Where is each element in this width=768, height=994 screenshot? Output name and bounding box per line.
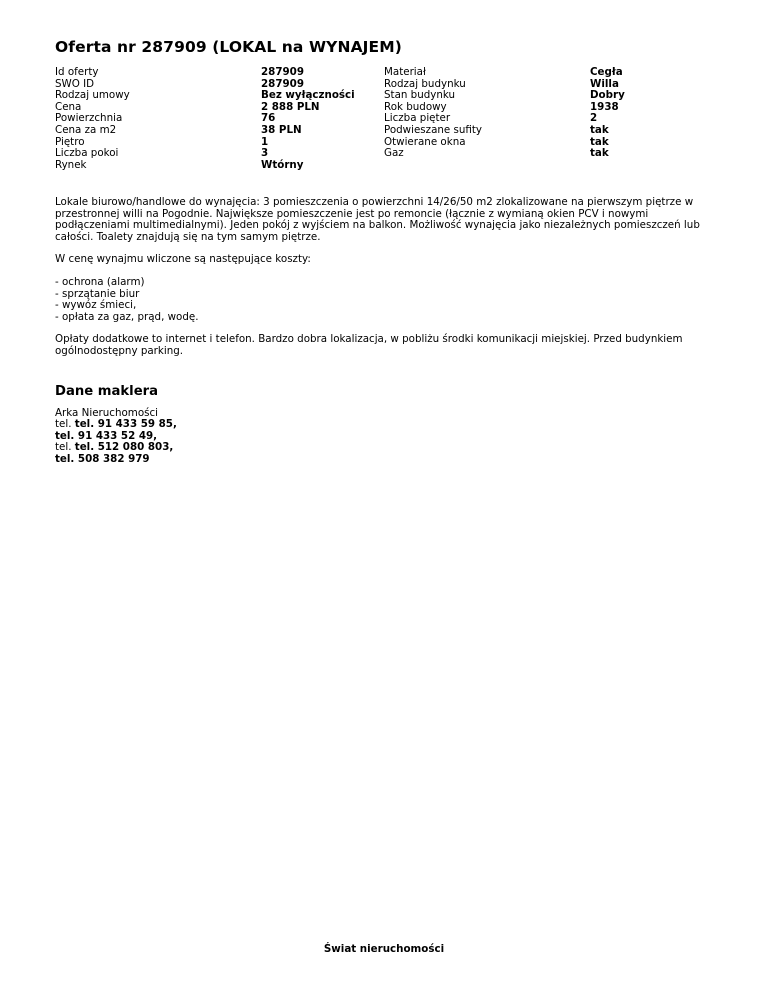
agent-phone-line <box>55 442 715 454</box>
specs-left-labels <box>55 67 130 171</box>
list-item: - sprzątanie biur <box>55 287 140 300</box>
description-line: ogólnodostępny parking. <box>55 344 184 357</box>
specs-table <box>55 67 715 175</box>
description-line: Opłaty dodatkowe to internet i telefon. Bardzo dobra lokalizacja, w pobliżu środki komunikacji miejskiej. Przed budynkiem <box>55 333 683 346</box>
spec-label: Materiał <box>384 66 426 78</box>
spec-label: Rok budowy <box>384 100 447 113</box>
extra-info-paragraph <box>55 334 715 357</box>
spec-value: tak <box>590 135 609 148</box>
spec-value: 2 <box>590 112 598 125</box>
spec-value: Cegła <box>590 66 623 78</box>
agent-phone-line <box>55 454 715 466</box>
page-title: Oferta nr 287909 (LOKAL na WYNAJEM) <box>55 38 402 56</box>
agent-details <box>55 408 715 466</box>
agent-name: Arka Nieruchomości <box>55 406 159 419</box>
specs-left-values <box>261 67 355 171</box>
phone-number[interactable]: tel. 512 080 803, <box>74 441 174 454</box>
costs-intro: W cenę wynajmu wliczone są następujące koszty: <box>55 253 311 266</box>
description-line: podłączeniami multimedialnymi). Jeden pokój z wyjściem na balkon. Możliwość wynajęcia jako niezależnych pomieszczeń lub <box>55 219 700 232</box>
spec-value: 1938 <box>590 100 619 113</box>
phone-number[interactable]: tel. 91 433 52 49, <box>55 429 158 442</box>
spec-label: Powierzchnia <box>55 112 123 125</box>
spec-label: Podwieszane sufity <box>384 123 483 136</box>
spec-value: 38 PLN <box>261 123 302 136</box>
list-item: - wywóz śmieci, <box>55 299 137 312</box>
spec-label: Otwierane okna <box>384 135 466 148</box>
specs-right-labels <box>384 67 482 160</box>
spec-value: 1 <box>261 135 269 148</box>
offer-page <box>55 36 715 466</box>
spec-value: Bez wyłączności <box>261 89 355 102</box>
spec-label: Rodzaj umowy <box>55 89 130 102</box>
spec-label: Liczba pokoi <box>55 147 119 160</box>
description-line: Lokale biurowo/handlowe do wynajęcia: 3 pomieszczenia o powierzchni 14/26/50 m2 zlokalizowane na pierwszym piętrze w <box>55 196 694 208</box>
spec-label: Rodzaj budynku <box>384 77 466 90</box>
description-line: przestronnej willi na Pogodnie. Największe pomieszczenie jest po remoncie (łącznie z wymianą okien PCV i nowymi <box>55 207 649 220</box>
costs-list <box>55 277 715 323</box>
description-line: całości. Toalety znajdują się na tym samym piętrze. <box>55 230 321 243</box>
description-paragraph <box>55 197 715 243</box>
phone-prefix: tel. <box>55 418 75 431</box>
spec-value: 2 888 PLN <box>261 100 320 113</box>
phone-number[interactable]: tel. 91 433 59 85, <box>74 418 177 431</box>
spec-label: Piętro <box>55 135 85 148</box>
list-item: - opłata za gaz, prąd, wodę. <box>55 310 199 323</box>
spec-label: Cena <box>55 100 82 113</box>
agent-heading: Dane maklera <box>55 383 159 399</box>
spec-label: SWO ID <box>55 77 95 90</box>
specs-right-values <box>590 67 625 160</box>
spec-label: Stan budynku <box>384 89 456 102</box>
list-item: - ochrona (alarm) <box>55 275 145 288</box>
spec-value: Dobry <box>590 89 625 102</box>
spec-label: Cena za m2 <box>55 123 117 136</box>
spec-label: Gaz <box>384 147 404 160</box>
footer-brand: Świat nieruchomości <box>323 943 445 955</box>
spec-value: 3 <box>261 147 269 160</box>
spec-value: tak <box>590 147 609 160</box>
phone-number[interactable]: tel. 508 382 979 <box>55 452 150 465</box>
spec-value: Willa <box>590 77 619 90</box>
spec-value: 76 <box>261 112 276 125</box>
spec-value: 287909 <box>261 77 304 90</box>
spec-label: Id oferty <box>55 66 99 78</box>
spec-value: 287909 <box>261 66 304 78</box>
spec-label: Rynek <box>55 158 87 171</box>
spec-value: tak <box>590 123 609 136</box>
spec-label: Liczba pięter <box>384 112 451 125</box>
spec-value: Wtórny <box>261 158 304 171</box>
phone-prefix: tel. <box>55 441 75 454</box>
